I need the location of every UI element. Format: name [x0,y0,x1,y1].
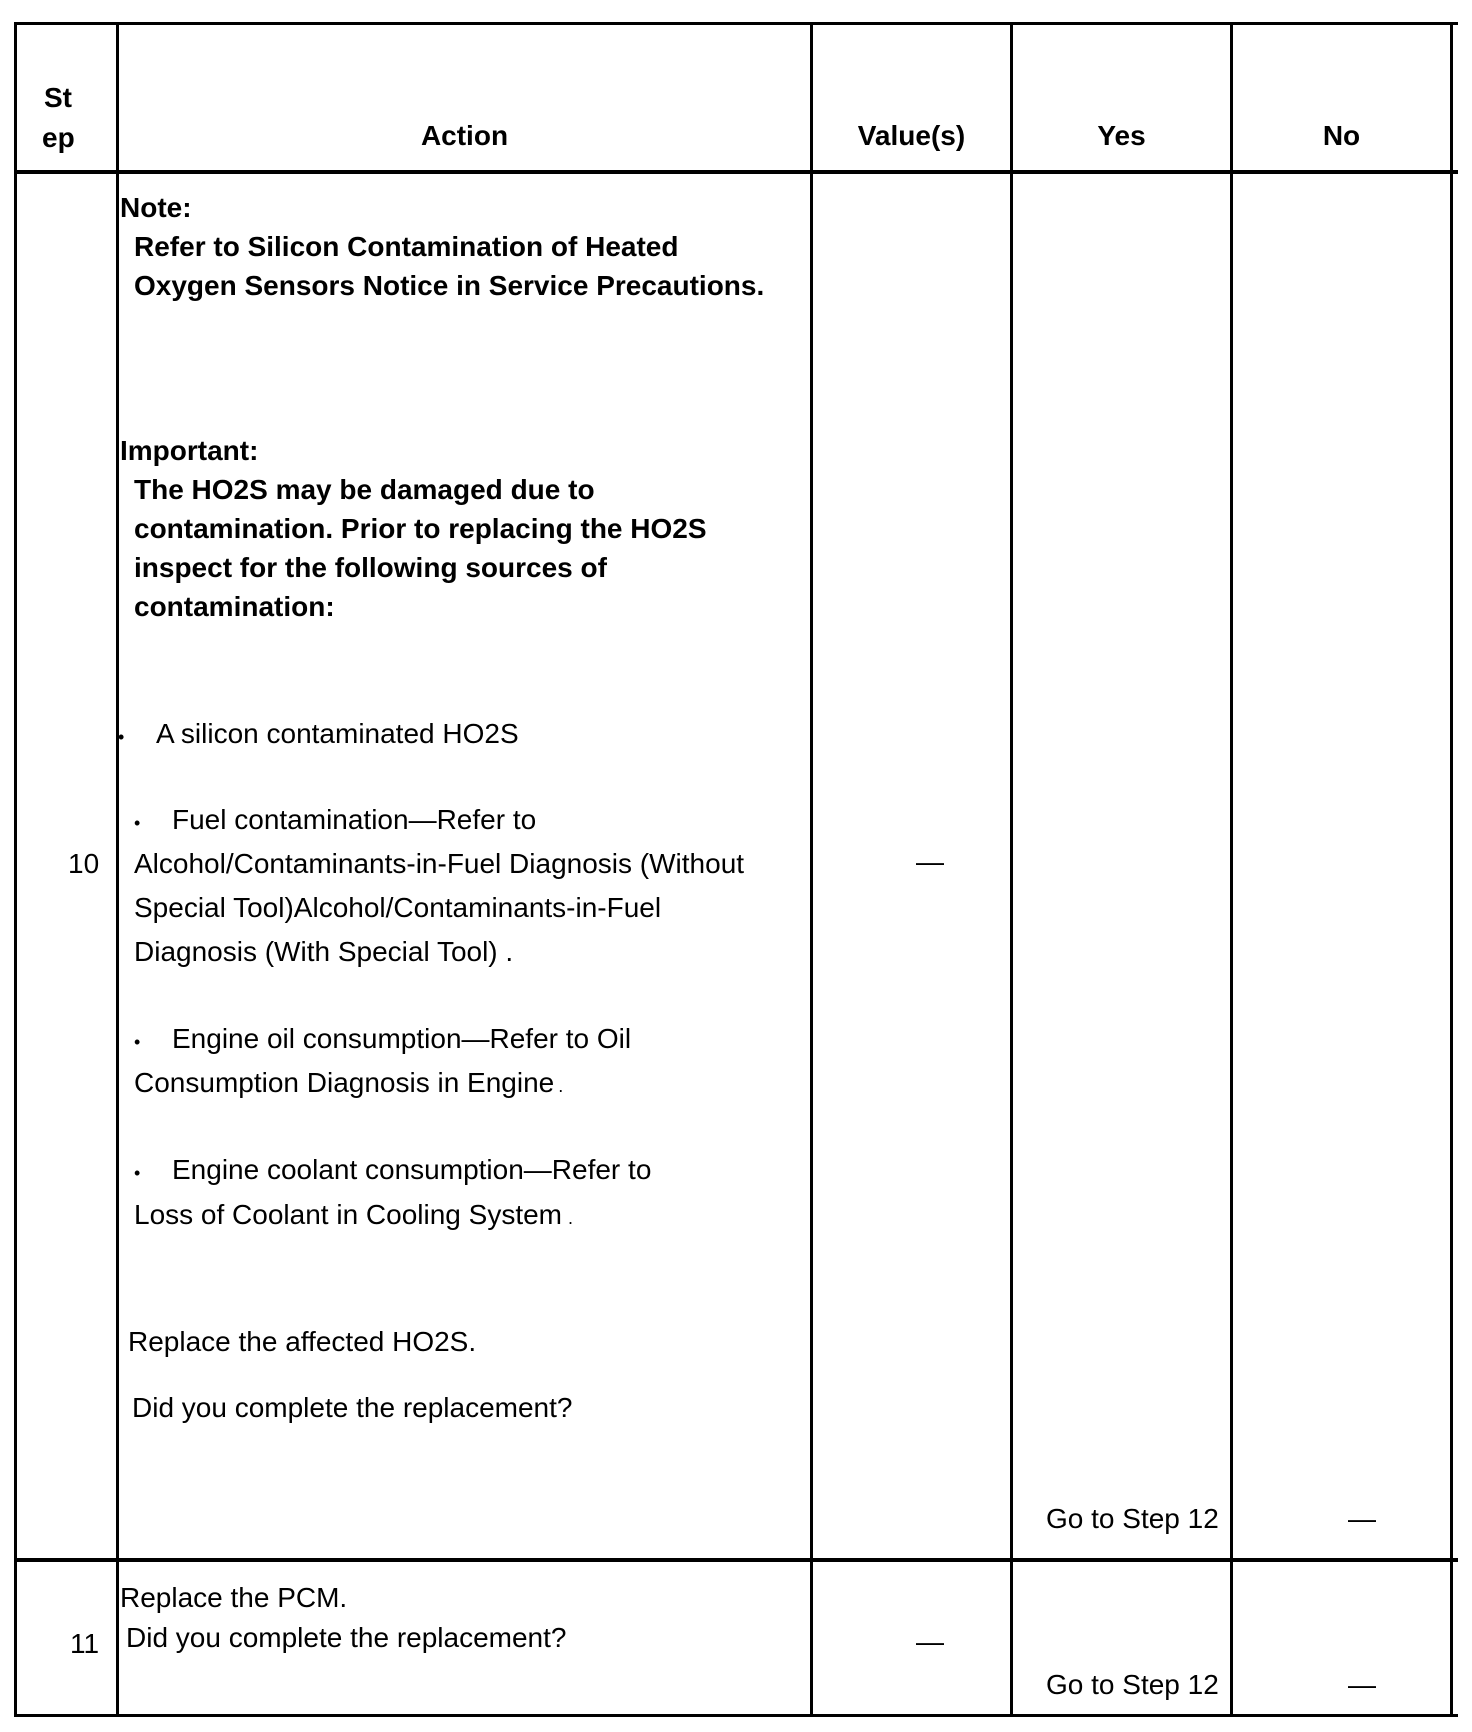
list-item-text-main: Loss of Coolant in Cooling System [134,1199,562,1230]
note-label: Note: [120,192,192,223]
list-item-text [134,1199,573,1231]
header-action: Action [420,120,509,151]
table-top-border [14,22,1458,25]
list-item-text-main: Consumption Diagnosis in Engine [134,1067,555,1098]
header-values: Value(s) [857,120,966,151]
list-item-dot: . [558,1076,564,1096]
important-label: Important: [120,435,259,466]
header-step-line1: St [44,82,72,113]
list-item-text: Engine oil consumption—Refer to Oil [172,1023,632,1054]
list-item [118,718,519,750]
question-text: Did you complete the replacement? [132,1392,573,1423]
column-divider [116,22,119,1717]
list-item-text [134,1067,563,1099]
no-cell: — [1348,1669,1376,1700]
bullet-icon: • [134,813,141,833]
column-divider [1010,22,1013,1717]
yes-cell: Go to Step 12 [1046,1503,1219,1534]
list-item-text: Fuel contamination—Refer to [172,804,537,835]
step-number: 10 [68,848,100,879]
header-no: No [1322,120,1361,151]
list-item-text: Diagnosis (With Special Tool) . [134,936,514,967]
no-cell: — [1348,1503,1376,1534]
list-item [134,1023,631,1055]
bullet-icon: • [134,1163,141,1183]
header-step-line2: ep [42,122,75,153]
column-divider [1230,22,1233,1717]
list-item-text: Engine coolant consumption—Refer to [172,1154,652,1185]
important-text: The HO2S may be damaged due to [134,474,595,505]
instruction-text: Replace the affected HO2S. [128,1326,477,1357]
table-right-border [1450,22,1453,1717]
question-text: Did you complete the replacement? [126,1622,567,1653]
important-text: contamination. Prior to replacing the HO2S [134,513,707,544]
table-left-border [14,22,17,1717]
step-number: 11 [70,1628,100,1659]
column-divider [810,22,813,1717]
list-item-text: Special Tool)Alcohol/Contaminants-in-Fuel [134,892,662,923]
note-text: Oxygen Sensors Notice in Service Precautions. [134,270,765,301]
list-item [134,804,536,836]
list-item-dot: . [568,1208,574,1228]
row-divider [14,1558,1458,1562]
list-item-text: Alcohol/Contaminants-in-Fuel Diagnosis (Without [134,848,745,879]
value-cell: — [916,1626,944,1657]
header-yes: Yes [1097,120,1146,151]
list-item [134,1154,651,1186]
important-text: inspect for the following sources of [134,552,607,583]
yes-cell: Go to Step 12 [1046,1669,1219,1700]
list-item-text: A silicon contaminated HO2S [156,718,519,749]
bullet-icon: • [118,727,125,747]
important-text: contamination: [134,591,335,622]
note-text: Refer to Silicon Contamination of Heated [134,231,679,262]
table-bottom-border [14,1714,1458,1717]
header-bottom-border [14,170,1458,174]
action-text: Replace the PCM. [120,1582,348,1613]
bullet-icon: • [134,1032,141,1052]
value-cell: — [916,846,944,877]
